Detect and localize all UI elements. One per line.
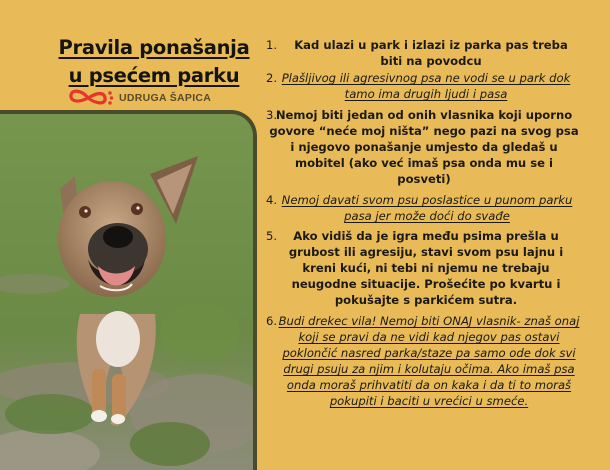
rule-text: Budi drekec vila! Nemoj biti ONAJ vlasnik- znaš onaj koji se pravi da ne vidi kad njegov pas ostavi poklončić nasred parka/staze pa samo ode dok svi drugi psuju za njim i kolutaju očima. Ako imaš psa onda moraš prihvatiti da on kaka i da ti to moraš pokupiti i baciti u vrećici u smeće. [278, 314, 580, 408]
rule-3 [264, 107, 580, 190]
rule-text: Ako vidiš da je igra među psima prešla u grubost ili agresiju, stavi svom psu lajnu i kreni kući, ni tebi ni njemu ne trebaju neugodne situacije. Prošećite po kvartu i pokušajte s parkićem sutra. [288, 229, 564, 307]
rule-6 [264, 313, 580, 409]
rule-number: 2. [266, 71, 278, 85]
title-line-1: Pravila ponašanja [58, 36, 250, 59]
rule-4 [264, 192, 580, 228]
rule-text: Plašljivog ili agresivnog psa ne vodi se u park dok tamo ima drugih ljudi i pasa [281, 71, 571, 101]
rule-number: 3. [266, 108, 278, 122]
poster-title [54, 34, 254, 90]
rule-text: Kad ulazi u park i izlazi iz parka pas treba biti na povodcu [294, 38, 568, 68]
rule-2 [264, 70, 580, 107]
logo-text: UDRUGA ŠAPICA [119, 92, 212, 104]
rule-5 [264, 228, 580, 313]
rule-number: 5. [266, 229, 278, 243]
rule-text: Nemoj davati svom psu poslastice u punom parku pasa jer može doći do svađe [281, 193, 573, 223]
organization-logo [68, 87, 211, 109]
rule-number: 6. [266, 314, 278, 328]
infinity-heart-paw-icon [68, 88, 114, 108]
rule-number: 4. [266, 193, 278, 207]
title-line-2: u psećem parku [68, 64, 240, 87]
rule-number: 1. [266, 38, 278, 52]
rules-list [264, 37, 580, 409]
dog-photo [0, 110, 257, 470]
rule-text: Nemoj biti jedan od onih vlasnika koji uporno govore “neće moj ništa” nego pazi na svog psa i njegovo ponašanje umjesto da gledaš u mobitel (ako već imaš psa onda mu se i posveti) [269, 108, 579, 186]
rule-1 [264, 37, 580, 68]
